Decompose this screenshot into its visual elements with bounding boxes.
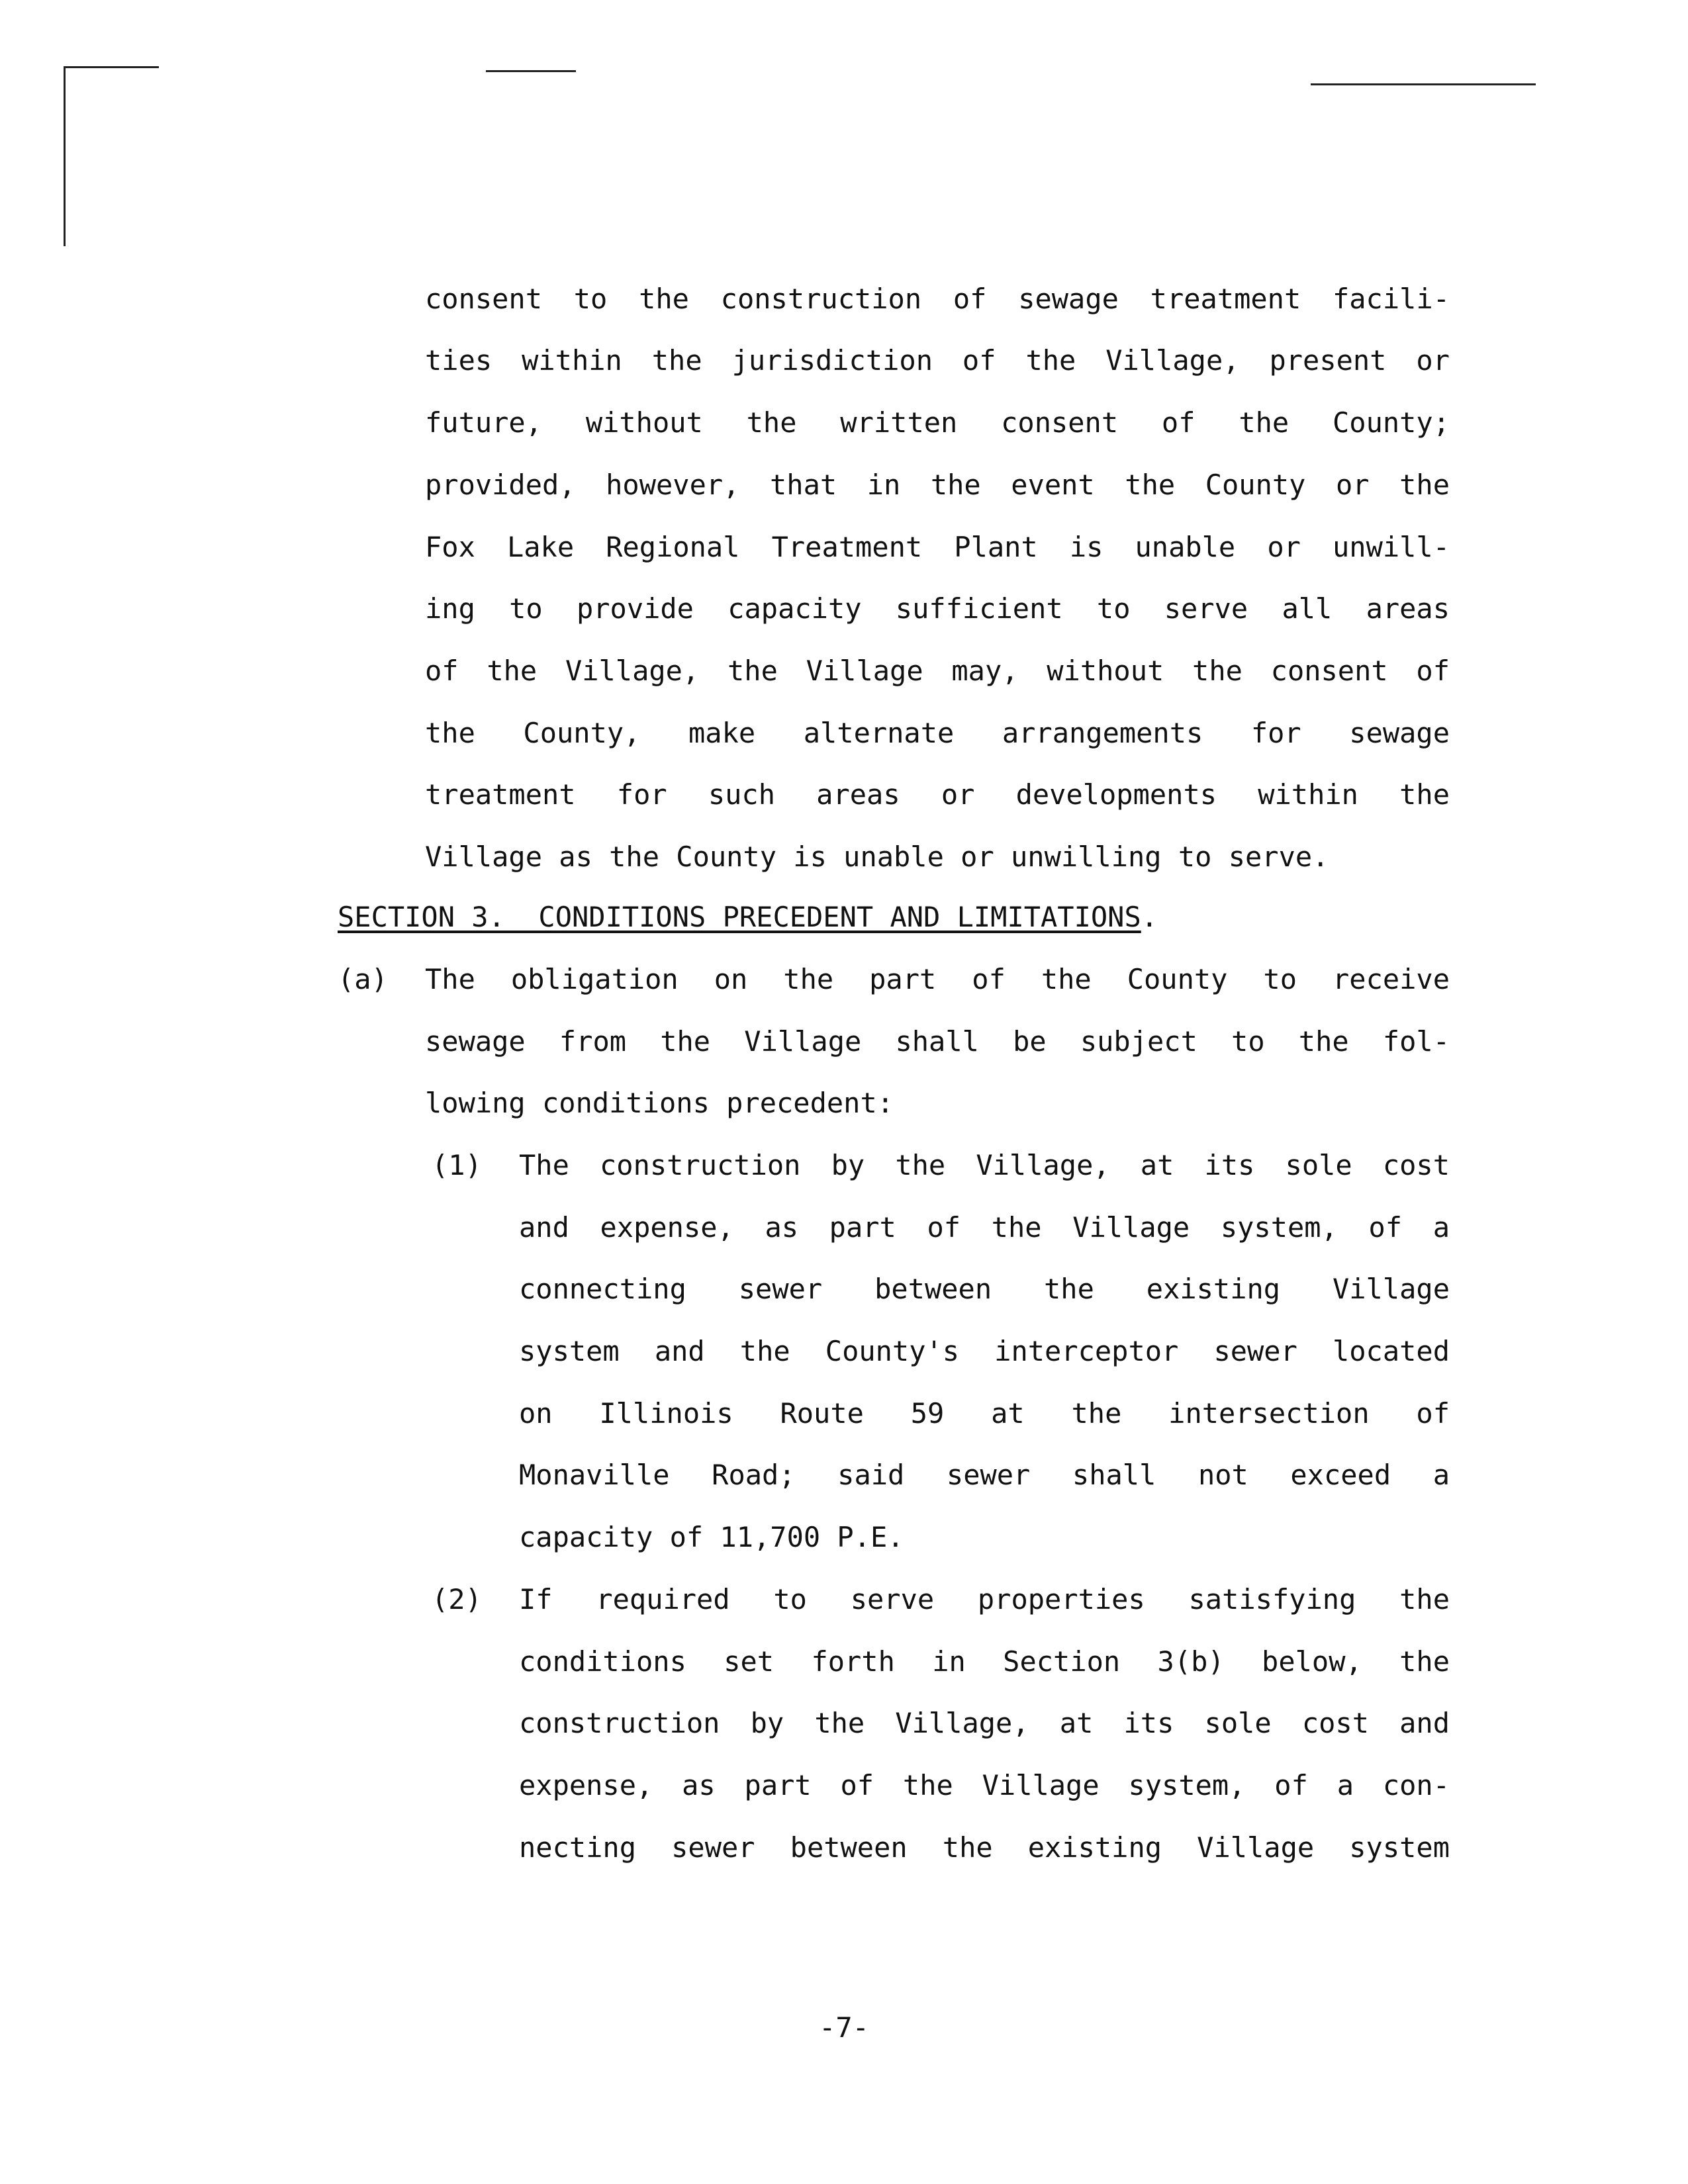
item-2-line: If required to serve properties satisfying the xyxy=(519,1583,1450,1615)
body-line: of the Village, the Village may, without the consent of xyxy=(425,655,1450,687)
item-1-line: The construction by the Village, at its sole cost xyxy=(519,1149,1450,1181)
body-line: treatment for such areas or developments within the xyxy=(425,778,1450,811)
item-1-line: and expense, as part of the Village system, of a xyxy=(519,1211,1450,1244)
item-1-line: on Illinois Route 59 at the intersection of xyxy=(519,1397,1450,1430)
item-1-line: Monaville Road; said sewer shall not exceed a xyxy=(519,1459,1450,1491)
body-line: the County, make alternate arrangements for sewage xyxy=(425,717,1450,749)
subsection-a-line: lowing conditions precedent: xyxy=(425,1087,894,1119)
body-line: provided, however, that in the event the County or the xyxy=(425,469,1450,501)
subsection-a-line: The obligation on the part of the County to receive xyxy=(425,963,1450,995)
subsection-a-label: (a) xyxy=(338,963,388,995)
page-number: -7- xyxy=(819,2011,869,2044)
body-line: ing to provide capacity sufficient to serve all areas xyxy=(425,592,1450,625)
item-2-line: construction by the Village, at its sole cost and xyxy=(519,1707,1450,1739)
section-heading-text: SECTION 3. CONDITIONS PRECEDENT AND LIMITATIONS xyxy=(338,901,1141,933)
section-heading xyxy=(338,899,1158,936)
body-line: future, without the written consent of the County; xyxy=(425,406,1450,439)
item-2-line: conditions set forth in Section 3(b) below, the xyxy=(519,1645,1450,1678)
item-1-line: capacity of 11,700 P.E. xyxy=(519,1521,904,1553)
body-line: Village as the County is unable or unwilling to serve. xyxy=(425,841,1329,873)
subsection-a-line: sewage from the Village shall be subject to the fol- xyxy=(425,1025,1450,1058)
body-line: Fox Lake Regional Treatment Plant is unable or unwill- xyxy=(425,531,1450,563)
item-2-line: necting sewer between the existing Village system xyxy=(519,1831,1450,1864)
item-1-label: (1) xyxy=(432,1149,482,1181)
item-2-line: expense, as part of the Village system, of a con- xyxy=(519,1769,1450,1801)
body-line: ties within the jurisdiction of the Village, present or xyxy=(425,344,1450,377)
item-2-label: (2) xyxy=(432,1583,482,1615)
item-1-line: connecting sewer between the existing Village xyxy=(519,1273,1450,1305)
item-1-line: system and the County's interceptor sewer located xyxy=(519,1335,1450,1367)
section-heading-period: . xyxy=(1141,901,1158,933)
body-line: consent to the construction of sewage treatment facili- xyxy=(425,283,1450,315)
